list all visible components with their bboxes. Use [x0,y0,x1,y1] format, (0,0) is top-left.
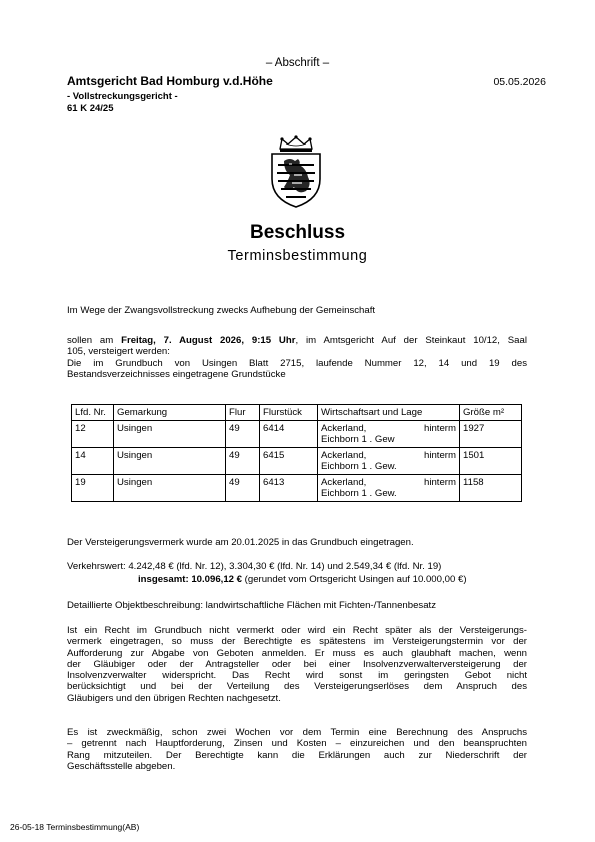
cell-w-line2: Eichborn 1 . Gew. [321,461,397,472]
cell-flur: 49 [226,448,260,475]
recht-line: Insolvenzverwalter widerspricht. Das Recht wird sonst im geringsten Gebot nicht [67,670,527,682]
cell-gemarkung: Usingen [114,448,226,475]
cell-w-type: Ackerland, [321,450,367,461]
cell-flurstueck: 6413 [260,475,318,502]
recht-line: Gläubigers und den übrigen Rechten nachgesetzt. [67,692,281,704]
auction-date-time: Freitag, 7. August 2026, 9:15 Uhr [121,335,296,346]
verkehrswert-total-note: (gerundet vom Ortsgericht Usingen auf 10.000,00 €) [242,574,467,585]
cell-flurstueck: 6414 [260,421,318,448]
document-title: Beschluss [249,222,346,243]
cell-flur: 49 [226,421,260,448]
header-gemarkung: Gemarkung [114,405,226,421]
cell-wirtschaftsart [318,421,460,448]
recht-line: vermerk eingetragen, so muss der Berechtigte es spätestens im Versteigerungstermin vor der [67,636,527,648]
verkehrswert-line: Verkehrswert: 4.242,48 € (lfd. Nr. 12), 3.304,30 € (lfd. Nr. 14) und 2.549,34 € (lfd. Nr. 19) [67,561,442,572]
document-date: 05.05.2026 [493,76,546,88]
recht-line: Ist ein Recht im Grundbuch nicht vermerkt oder wird ein Recht später als der Versteigerungs- [67,625,527,636]
auction-line-3: Die im Grundbuch von Usingen Blatt 2715, laufende Nummer 12, 14 und 19 des [67,357,527,369]
cell-groesse: 1927 [460,421,522,448]
cell-nr: 12 [72,421,114,448]
recht-line: der Gläubiger oder der Antragsteller oder bei einer Insolvenzverwalterversteigerung der [67,658,527,670]
cell-w-loc: hinterm [424,423,456,434]
cell-groesse: 1158 [460,475,522,502]
header-flurstueck: Flurstück [260,405,318,421]
cell-w-line2: Eichborn 1 . Gew [321,434,395,445]
auction-line-1 [67,335,527,346]
recht-line: Aufforderung zur Abgabe von Geboten anmelden. Er muss es auch glaubhaft machen, wenn [67,647,527,659]
cell-w-loc: hinterm [424,477,456,488]
cell-flurstueck: 6415 [260,448,318,475]
zweck-paragraph [67,727,527,772]
cell-groesse: 1501 [460,448,522,475]
zweck-line: Es ist zweckmäßig, schon zwei Wochen vor dem Termin eine Berechnung des Anspruchs [67,727,527,738]
property-table [71,404,522,502]
intro-paragraph: Im Wege der Zwangsvollstreckung zwecks Aufhebung der Gemeinschaft [67,305,376,316]
table-row [72,475,522,502]
case-number: 61 K 24/25 [67,103,114,114]
recht-line: berücksichtigt und bei der Verteilung des Versteigerungserlöses dem Anspruch des [67,681,527,693]
cell-w-loc: hinterm [424,450,456,461]
auction-line-1-post: , im Amtsgericht Auf der Steinkaut 10/12, Saal [295,335,527,346]
hessen-coat-of-arms-icon [268,135,324,209]
header-groesse: Größe m² [460,405,522,421]
cell-w-type: Ackerland, [321,423,367,434]
objekt-description: Detaillierte Objektbeschreibung: landwirtschaftliche Flächen mit Fichten-/Tannenbesatz [67,600,437,611]
zweck-line: – getrennt nach Hauptforderung, Zinsen und Kosten – einzureichen und den beanspruchten [67,738,527,750]
auction-line-4: Bestandsverzeichnisses eingetragene Grundstücke [67,368,286,380]
cell-gemarkung: Usingen [114,475,226,502]
cell-wirtschaftsart [318,475,460,502]
cell-nr: 14 [72,448,114,475]
cell-gemarkung: Usingen [114,421,226,448]
document-subtitle: Terminsbestimmung [227,248,368,264]
verkehrswert-total [138,574,467,585]
court-name: Amtsgericht Bad Homburg v.d.Höhe [67,74,273,88]
header-flur: Flur [226,405,260,421]
footer-reference: 26-05-18 Terminsbestimmung(AB) [10,822,140,832]
table-row [72,448,522,475]
table-header-row [72,405,522,421]
auction-paragraph [67,335,527,380]
cell-flur: 49 [226,475,260,502]
verkehrswert-total-amount: insgesamt: 10.096,12 € [138,574,242,585]
cell-wirtschaftsart [318,448,460,475]
vermerk-paragraph: Der Versteigerungsvermerk wurde am 20.01.2025 in das Grundbuch eingetragen. [67,537,414,548]
table-row [72,421,522,448]
recht-paragraph [67,625,527,704]
abschrift-label: – Abschrift – [265,57,330,69]
header-wirtschaftsart: Wirtschaftsart und Lage [318,405,460,421]
cell-nr: 19 [72,475,114,502]
cell-w-type: Ackerland, [321,477,367,488]
auction-line-2: 105, versteigert werden: [67,346,170,358]
court-department: - Vollstreckungsgericht - [67,91,178,102]
zweck-line: Geschäftsstelle abgeben. [67,760,176,772]
cell-w-line2: Eichborn 1 . Gew. [321,488,397,499]
auction-line-1-pre: sollen am [67,335,122,346]
header-lfd-nr: Lfd. Nr. [72,405,114,421]
zweck-line: Rang mitzuteilen. Der Berechtigte kann die Erklärungen auch zur Niederschrift der [67,749,527,761]
